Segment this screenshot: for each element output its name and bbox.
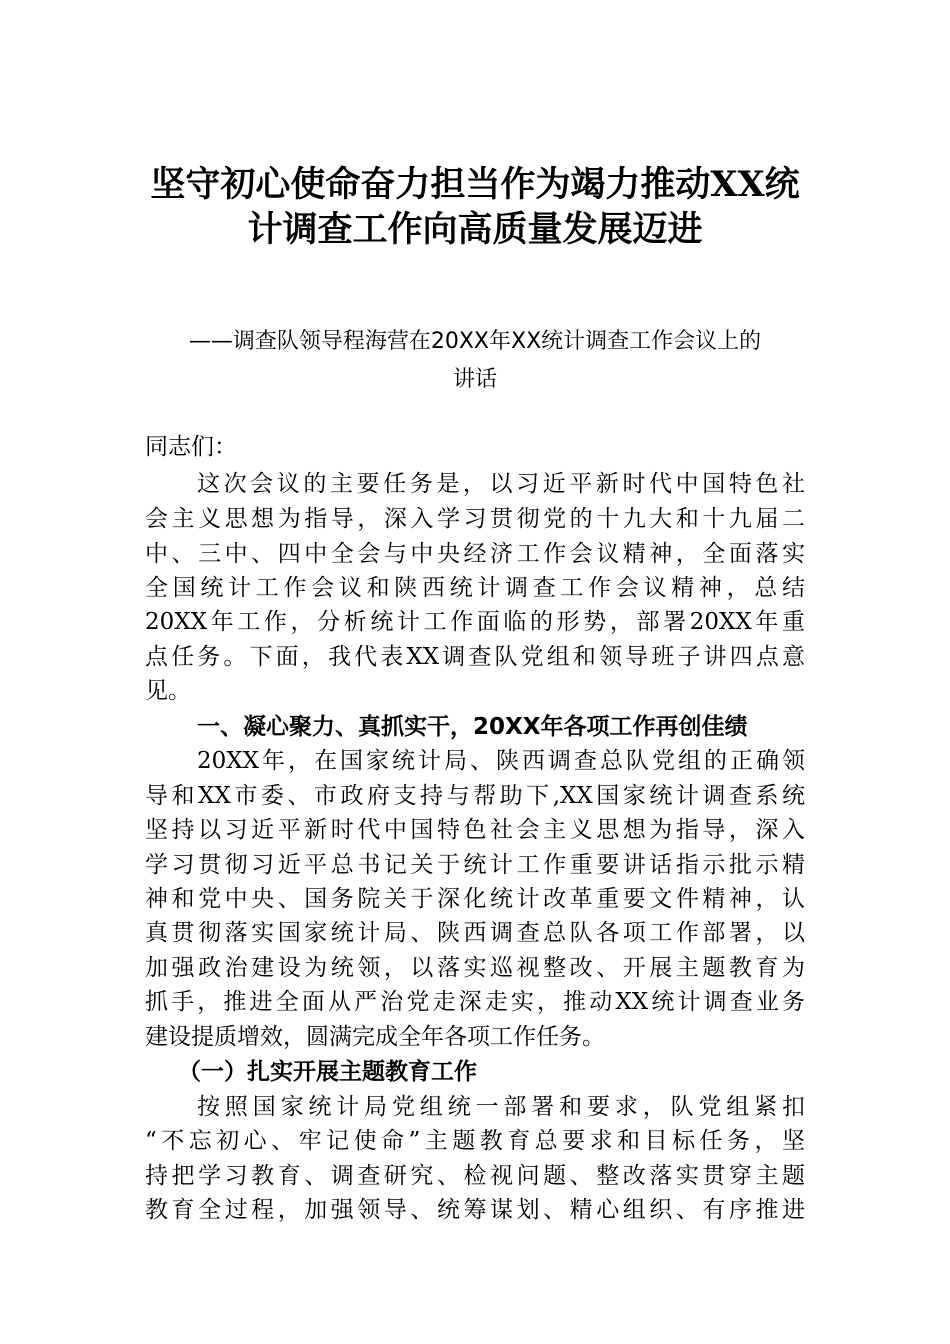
section-line: 真贯彻落实国家统计局、陕西调查总队各项工作部署，以 xyxy=(145,920,805,946)
subsection-line: “不忘初心、牢记使命”主题教育总要求和目标任务，坚 xyxy=(145,1128,805,1154)
document-subtitle-line-1: ——调查队领导程海营在20XX年XX统计调查工作会议上的 xyxy=(188,329,762,354)
document-title-line-1: 坚守初心使命奋力担当作为竭力推动XX统 xyxy=(150,164,800,205)
subsection-line: 按照国家统计局党组统一部署和要求，队党组紧扣 xyxy=(197,1094,805,1120)
section-line: 神和党中央、国务院关于深化统计改革重要文件精神，认 xyxy=(145,886,805,912)
intro-line: 会主义思想为指导，深入学习贯彻党的十九大和十九届二 xyxy=(145,506,805,532)
section-line: 建设提质增效，圆满完成全年各项工作任务。 xyxy=(145,1024,605,1050)
section-line: 坚持以习近平新时代中国特色社会主义思想为指导，深入 xyxy=(145,817,805,843)
section-line: 加强政治建设为统领，以落实巡视整改、开展主题教育为 xyxy=(145,955,805,981)
intro-line: 这次会议的主要任务是，以习近平新时代中国特色社 xyxy=(197,471,805,497)
intro-line: 见。 xyxy=(145,678,191,704)
section-line: 导和XX市委、市政府支持与帮助下,XX国家统计调查系统 xyxy=(145,783,805,809)
intro-line: 中、三中、四中全会与中央经济工作会议精神，全面落实 xyxy=(145,541,805,567)
section-line: 学习贯彻习近平总书记关于统计工作重要讲话指示批示精 xyxy=(145,852,805,878)
salutation: 同志们： xyxy=(145,434,237,460)
document-title-line-2: 计调查工作向高质量发展迈进 xyxy=(247,209,703,250)
document-subtitle-line-2: 讲话 xyxy=(452,367,497,392)
intro-line: 全国统计工作会议和陕西统计调查工作会议精神，总结 xyxy=(145,575,805,601)
subsection-line: 持把学习教育、调查研究、检视问题、整改落实贯穿主题 xyxy=(145,1163,805,1189)
intro-line: 点任务。下面，我代表XX调查队党组和领导班子讲四点意 xyxy=(145,644,805,670)
section-line: 20XX年，在国家统计局、陕西调查总队党组的正确领 xyxy=(197,748,805,774)
section-line: 抓手，推进全面从严治党走深走实，推动XX统计调查业务 xyxy=(145,989,805,1015)
subsection-line: 教育全过程，加强领导、统筹谋划、精心组织、有序推进 xyxy=(145,1197,805,1223)
subsection-heading: （一）扎实开展主题教育工作 xyxy=(178,1059,477,1085)
section-heading: 一、凝心聚力、真抓实干，20XX年各项工作再创佳绩 xyxy=(197,714,748,740)
intro-line: 20XX年工作，分析统计工作面临的形势，部署20XX年重 xyxy=(145,609,805,635)
